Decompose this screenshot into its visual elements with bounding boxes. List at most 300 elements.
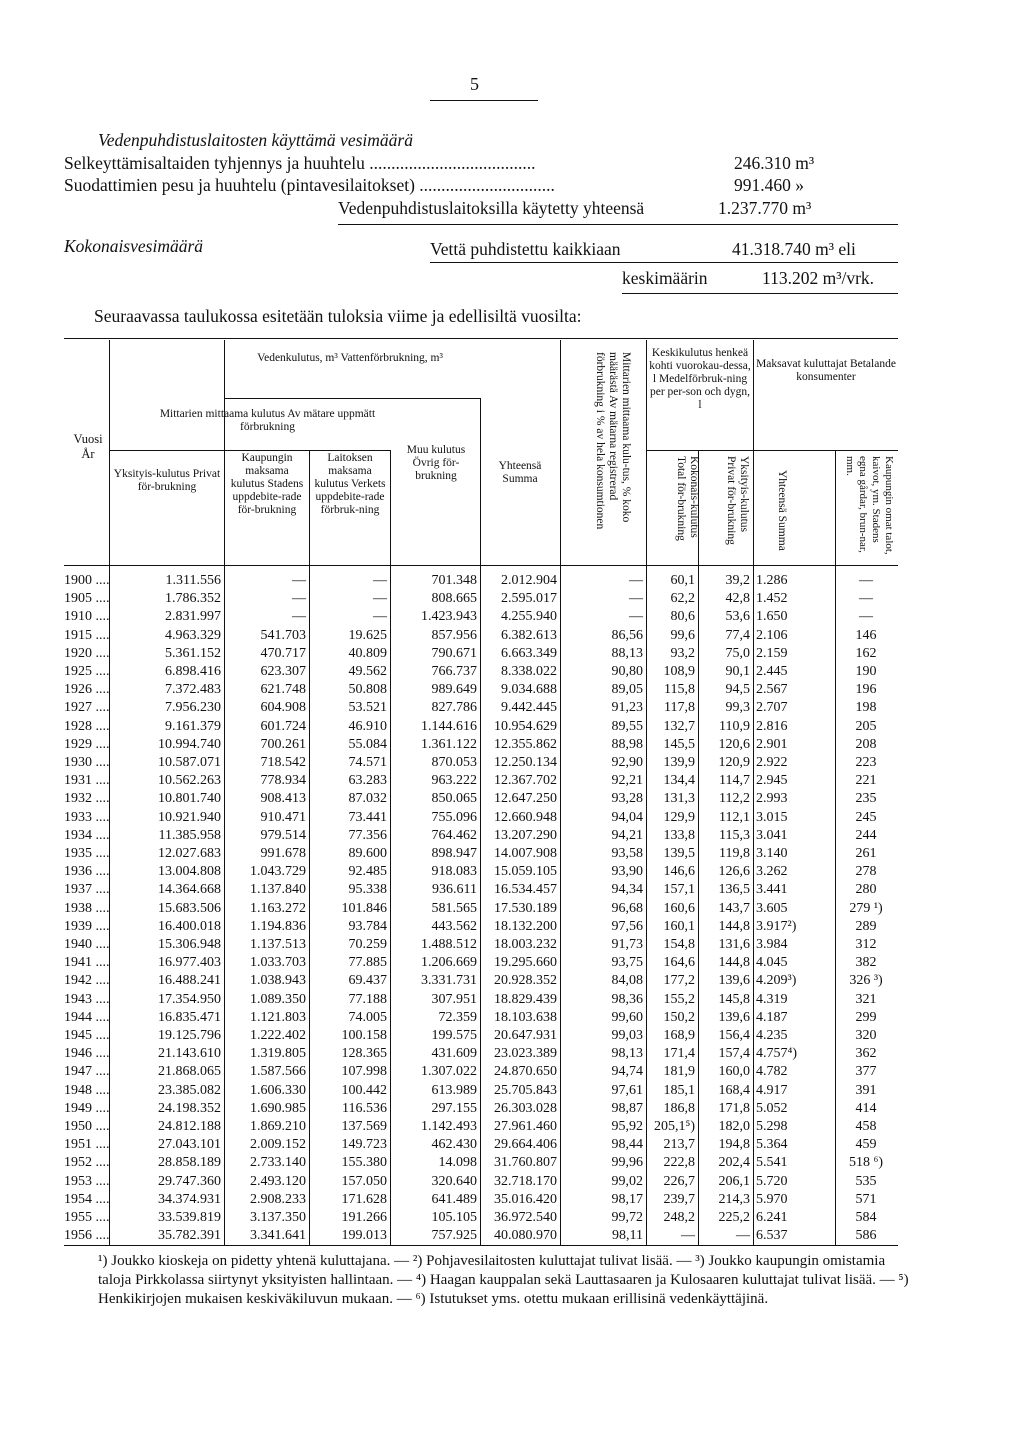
cell-other: 297.155 bbox=[431, 1100, 477, 1116]
cell-avg-private: 139,6 bbox=[718, 973, 750, 989]
cell-year: 1905 .... bbox=[64, 591, 110, 607]
cell-private: 5.361.152 bbox=[165, 645, 221, 661]
cell-works: 74.005 bbox=[348, 1009, 387, 1025]
cell-other: 898.947 bbox=[431, 846, 477, 861]
cell-consumers: 2.993 bbox=[756, 791, 788, 807]
cell-total: 15.059.105 bbox=[494, 864, 557, 880]
cell-avg-private: 131,6 bbox=[718, 937, 750, 952]
cell-city-houses: — bbox=[859, 591, 873, 607]
cell-city: 991.678 bbox=[260, 846, 306, 861]
cell-consumers: 5.541 bbox=[756, 1155, 788, 1171]
cell-avg-total: 115,8 bbox=[664, 682, 695, 698]
cell-consumers: 5.720 bbox=[756, 1173, 788, 1189]
cell-total: 14.007.908 bbox=[494, 846, 557, 861]
cell-avg-private: 194,8 bbox=[718, 1137, 750, 1153]
cell-year: 1925 .... bbox=[64, 664, 110, 679]
cell-private: 16.835.471 bbox=[158, 1009, 221, 1025]
cell-year: 1948 .... bbox=[64, 1082, 110, 1098]
cell-year: 1947 .... bbox=[64, 1064, 110, 1080]
cell-works: 77.885 bbox=[348, 955, 387, 971]
cell-city: 1.222.402 bbox=[250, 1028, 306, 1043]
cell-total: 9.442.445 bbox=[501, 700, 557, 716]
line5-value: 113.202 m³/vrk. bbox=[762, 268, 875, 288]
cell-metered-pct: 99,60 bbox=[611, 1009, 643, 1025]
cell-private: 10.994.740 bbox=[158, 736, 221, 752]
cell-private: 12.027.683 bbox=[158, 846, 221, 861]
line3-value: 1.237.770 m³ bbox=[718, 198, 812, 218]
cell-total: 12.250.134 bbox=[494, 755, 557, 770]
cell-works: 74.571 bbox=[348, 755, 387, 770]
cell-metered-pct: 99,96 bbox=[611, 1155, 643, 1171]
cell-city-houses: 261 bbox=[855, 846, 877, 861]
cell-city: 1.606.330 bbox=[250, 1082, 306, 1098]
cell-city-houses: 458 bbox=[855, 1119, 877, 1134]
cell-city-houses: 279 ¹) bbox=[849, 900, 883, 916]
cell-city-houses: 459 bbox=[855, 1137, 877, 1153]
cell-total: 23.023.389 bbox=[494, 1046, 557, 1062]
cell-works: 137.569 bbox=[341, 1119, 387, 1134]
cell-works: 95.338 bbox=[348, 882, 387, 898]
cell-consumers: 4.209³) bbox=[756, 973, 797, 989]
header-city-houses: Kaupungin omat talot, kaivot, ym. Stadens egna gårdar, brun-nar, mm. bbox=[844, 456, 895, 555]
cell-city-houses: 377 bbox=[855, 1064, 877, 1080]
cell-other: 72.359 bbox=[438, 1009, 477, 1025]
cell-city: 541.703 bbox=[260, 627, 306, 643]
line1-label: Selkeyttämisaltaiden tyhjennys ja huuhtelu ...................................... bbox=[64, 153, 536, 173]
cell-avg-private: 144,8 bbox=[718, 955, 750, 971]
cell-avg-private: 39,2 bbox=[725, 573, 750, 588]
cell-avg-private: 90,1 bbox=[725, 664, 750, 679]
cell-city-houses: 382 bbox=[855, 955, 877, 971]
cell-metered-pct: 95,92 bbox=[611, 1119, 643, 1134]
cell-city: — bbox=[292, 609, 306, 625]
cell-consumers: 2.567 bbox=[756, 682, 788, 698]
cell-other: 757.925 bbox=[431, 1228, 477, 1244]
cell-total: 18.103.638 bbox=[494, 1009, 557, 1025]
cell-metered-pct: 89,05 bbox=[611, 682, 643, 698]
cell-works: — bbox=[373, 591, 387, 607]
cell-private: 10.587.071 bbox=[158, 755, 221, 770]
cell-avg-private: 94,5 bbox=[725, 682, 750, 698]
cell-metered-pct: 98,11 bbox=[612, 1228, 643, 1244]
cell-total: 12.647.250 bbox=[494, 791, 557, 807]
cell-consumers: 2.922 bbox=[756, 755, 788, 770]
cell-consumers: 2.901 bbox=[756, 736, 788, 752]
heading-treatment-water: Vedenpuhdistuslaitosten käyttämä vesimäärä bbox=[98, 130, 413, 150]
cell-metered-pct: 98,87 bbox=[611, 1100, 643, 1116]
cell-avg-private: 202,4 bbox=[718, 1155, 750, 1171]
cell-consumers: 5.052 bbox=[756, 1100, 788, 1116]
cell-metered-pct: 97,61 bbox=[611, 1082, 643, 1098]
cell-avg-total: 108,9 bbox=[663, 664, 695, 679]
cell-metered-pct: 92,21 bbox=[611, 773, 643, 789]
cell-private: 21.868.065 bbox=[158, 1064, 221, 1080]
header-private: Yksityis-kulutus Privat för-brukning bbox=[113, 468, 221, 493]
cell-metered-pct: — bbox=[629, 591, 643, 607]
cell-city: 700.261 bbox=[260, 736, 306, 752]
cell-city: — bbox=[292, 591, 306, 607]
cell-avg-private: 99,3 bbox=[725, 700, 750, 716]
cell-city-houses: 196 bbox=[855, 682, 877, 698]
cell-city-houses: 235 bbox=[855, 791, 877, 807]
cell-private: 13.004.808 bbox=[158, 864, 221, 880]
cell-year: 1910 .... bbox=[64, 609, 110, 625]
cell-city-houses: 414 bbox=[855, 1100, 877, 1116]
cell-avg-private: 168,4 bbox=[718, 1082, 750, 1098]
cell-year: 1949 .... bbox=[64, 1100, 110, 1116]
cell-metered-pct: 98,36 bbox=[611, 991, 643, 1007]
cell-total: 16.534.457 bbox=[494, 882, 557, 898]
cell-consumers: 4.045 bbox=[756, 955, 788, 971]
cell-city: 910.471 bbox=[260, 809, 306, 825]
cell-private: 24.198.352 bbox=[158, 1100, 221, 1116]
cell-avg-private: 53,6 bbox=[725, 609, 750, 625]
cell-private: 17.354.950 bbox=[158, 991, 221, 1007]
cell-other: 1.361.122 bbox=[421, 736, 477, 752]
cell-works: 100.442 bbox=[341, 1082, 387, 1098]
cell-year: 1942 .... bbox=[64, 973, 110, 989]
cell-avg-total: 226,7 bbox=[663, 1173, 695, 1189]
cell-private: 27.043.101 bbox=[158, 1137, 221, 1153]
table-top-rule bbox=[64, 338, 898, 339]
cell-year: 1955 .... bbox=[64, 1210, 110, 1225]
cell-city-houses: 280 bbox=[855, 882, 877, 898]
cell-other: 936.611 bbox=[432, 882, 477, 898]
cell-private: 2.831.997 bbox=[165, 609, 221, 625]
cell-city-houses: — bbox=[859, 609, 873, 625]
cell-year: 1946 .... bbox=[64, 1046, 110, 1062]
cell-city-houses: 584 bbox=[855, 1210, 877, 1225]
cell-avg-private: 75,0 bbox=[725, 645, 750, 661]
cell-year: 1934 .... bbox=[64, 827, 110, 843]
cell-city: 2.009.152 bbox=[250, 1137, 306, 1153]
cell-private: 7.372.483 bbox=[165, 682, 221, 698]
cell-other: 3.331.731 bbox=[421, 973, 477, 989]
cell-metered-pct: 86,56 bbox=[611, 627, 643, 643]
cell-total: 36.972.540 bbox=[494, 1210, 557, 1225]
cell-avg-total: 117,8 bbox=[664, 700, 695, 716]
cell-consumers: 2.707 bbox=[756, 700, 788, 716]
line4-value: 41.318.740 m³ eli bbox=[732, 239, 856, 259]
cell-year: 1927 .... bbox=[64, 700, 110, 716]
cell-consumers: 4.187 bbox=[756, 1009, 788, 1025]
cell-avg-private: 114,7 bbox=[719, 773, 750, 789]
cell-total: 8.338.022 bbox=[501, 664, 557, 679]
cell-avg-private: 156,4 bbox=[718, 1028, 750, 1043]
cell-consumers: 2.945 bbox=[756, 773, 788, 789]
cell-avg-total: 133,8 bbox=[663, 827, 695, 843]
cell-avg-private: 120,6 bbox=[718, 736, 750, 752]
cell-consumers: 4.319 bbox=[756, 991, 788, 1007]
cell-works: 19.625 bbox=[348, 627, 387, 643]
cell-private: 33.539.819 bbox=[158, 1210, 221, 1225]
cell-city-houses: 299 bbox=[855, 1009, 877, 1025]
cell-works: 100.158 bbox=[341, 1028, 387, 1043]
header-metered: Mittarien mittaama kulutus Av mätare uppmätt förbrukning bbox=[159, 408, 376, 433]
cell-works: 191.266 bbox=[341, 1210, 387, 1225]
cell-avg-private: 136,5 bbox=[718, 882, 750, 898]
header-metered-pct: Mittarien mittaama kulu-tus, % koko määrästä Av mätarna registrerad förbrukning i % av hela konsumtionen bbox=[594, 352, 632, 530]
cell-private: 23.385.082 bbox=[158, 1082, 221, 1098]
cell-city-houses: 586 bbox=[855, 1228, 877, 1244]
cell-other: 790.671 bbox=[431, 645, 477, 661]
header-avg-per-person: Keskikulutus henkeä kohti vuorokau-dessa, l Medelförbruk-ning per per-son och dygn, l bbox=[649, 347, 751, 411]
line1-value: 246.310 m³ bbox=[734, 153, 815, 173]
cell-other: 431.609 bbox=[431, 1046, 477, 1062]
cell-works: — bbox=[373, 573, 387, 588]
cell-year: 1932 .... bbox=[64, 791, 110, 807]
cell-city: 2.493.120 bbox=[250, 1173, 306, 1189]
cell-works: 77.356 bbox=[348, 827, 387, 843]
cell-consumers: 5.970 bbox=[756, 1191, 788, 1207]
cell-city: 908.413 bbox=[260, 791, 306, 807]
cell-consumers: 2.106 bbox=[756, 627, 788, 643]
cell-total: 18.829.439 bbox=[494, 991, 557, 1007]
cell-city-houses: 326 ³) bbox=[849, 973, 883, 989]
line2-label: Suodattimien pesu ja huuhtelu (pintavesilaitokset) ............................... bbox=[64, 175, 555, 195]
cell-city: 3.137.350 bbox=[250, 1210, 306, 1225]
cell-total: 4.255.940 bbox=[501, 609, 557, 625]
cell-works: 73.441 bbox=[348, 809, 387, 825]
cell-metered-pct: 94,74 bbox=[611, 1064, 643, 1080]
cell-avg-total: 213,7 bbox=[663, 1137, 695, 1153]
cell-avg-total: 186,8 bbox=[663, 1100, 695, 1116]
cell-city-houses: 162 bbox=[855, 645, 877, 661]
cell-city: 1.587.566 bbox=[250, 1064, 306, 1080]
cell-works: 89.600 bbox=[348, 846, 387, 861]
cell-city-houses: 278 bbox=[855, 864, 877, 880]
cell-works: 46.910 bbox=[348, 718, 387, 734]
cell-city: 1.137.513 bbox=[250, 937, 306, 952]
cell-metered-pct: 98,13 bbox=[611, 1046, 643, 1062]
cell-year: 1936 .... bbox=[64, 864, 110, 880]
cell-other: 989.649 bbox=[431, 682, 477, 698]
cell-other: 857.956 bbox=[431, 627, 477, 643]
cell-city: 2.733.140 bbox=[250, 1155, 306, 1171]
cell-year: 1954 .... bbox=[64, 1191, 110, 1207]
cell-city: 2.908.233 bbox=[250, 1191, 306, 1207]
cell-avg-total: 129,9 bbox=[663, 809, 695, 825]
cell-other: 870.053 bbox=[431, 755, 477, 770]
cell-private: 10.801.740 bbox=[158, 791, 221, 807]
cell-other: 199.575 bbox=[431, 1028, 477, 1043]
cell-total: 6.382.613 bbox=[501, 627, 557, 643]
cell-year: 1929 .... bbox=[64, 736, 110, 752]
cell-private: 21.143.610 bbox=[158, 1046, 221, 1062]
cell-metered-pct: 93,58 bbox=[611, 846, 643, 861]
cell-total: 13.207.290 bbox=[494, 827, 557, 843]
cell-metered-pct: 88,13 bbox=[611, 645, 643, 661]
cell-works: 55.084 bbox=[348, 736, 387, 752]
header-year: Vuosi År bbox=[73, 432, 103, 461]
cell-consumers: 4.917 bbox=[756, 1082, 788, 1098]
cell-city: 1.043.729 bbox=[250, 864, 306, 880]
cell-private: 1.311.556 bbox=[165, 573, 221, 588]
cell-metered-pct: — bbox=[629, 609, 643, 625]
cell-city: 979.514 bbox=[260, 827, 306, 843]
cell-private: 15.683.506 bbox=[158, 900, 221, 916]
cell-private: 16.400.018 bbox=[158, 918, 221, 934]
cell-avg-private: 144,8 bbox=[718, 918, 750, 934]
cell-total: 25.705.843 bbox=[494, 1082, 557, 1098]
cell-works: 101.846 bbox=[341, 900, 387, 916]
line3-label: Vedenpuhdistuslaitoksilla käytetty yhteensä bbox=[338, 198, 645, 218]
cell-total: 26.303.028 bbox=[494, 1100, 557, 1116]
cell-city-houses: 362 bbox=[855, 1046, 877, 1062]
cell-year: 1928 .... bbox=[64, 718, 110, 734]
cell-metered-pct: 91,73 bbox=[611, 937, 643, 952]
cell-other: 764.462 bbox=[431, 827, 477, 843]
cell-city: 621.748 bbox=[260, 682, 306, 698]
cell-avg-total: 160,1 bbox=[663, 918, 695, 934]
cell-private: 24.812.188 bbox=[158, 1119, 221, 1134]
cell-other: 701.348 bbox=[431, 573, 477, 588]
cell-works: 40.809 bbox=[348, 645, 387, 661]
cell-avg-total: 164,6 bbox=[663, 955, 695, 971]
cell-metered-pct: 93,90 bbox=[611, 864, 643, 880]
cell-year: 1938 .... bbox=[64, 900, 110, 916]
cell-consumers: 6.241 bbox=[756, 1210, 788, 1225]
cell-metered-pct: 89,55 bbox=[611, 718, 643, 734]
cell-city: 1.033.703 bbox=[250, 955, 306, 971]
cell-city: 1.869.210 bbox=[250, 1119, 306, 1134]
footnotes: ¹) Joukko kioskeja on pidetty yhtenä kuluttajana. — ²) Pohjavesilaitosten kuluttajat tulivat lisää. — ³) Joukko kaupungin omistamia taloja Pirkkolassa siirtynyt yksityisten hallintaan. — ⁴) Haagan kauppalan sekä Lauttasaaren ja Kulosaaren kuluttajat tulivat lisää. — ⁵) Henkikirjojen mukaisen keskiväkiluvun mukaan. — ⁶) Istutukset yms. otettu mukaan erillisinä vedenkäyttäjinä. bbox=[98, 1253, 909, 1307]
cell-year: 1950 .... bbox=[64, 1119, 110, 1134]
cell-year: 1935 .... bbox=[64, 846, 110, 861]
cell-avg-private: 112,2 bbox=[719, 791, 750, 807]
cell-city-houses: 244 bbox=[855, 827, 877, 843]
cell-other: 105.105 bbox=[431, 1210, 477, 1225]
cell-avg-total: 146,6 bbox=[663, 864, 695, 880]
cell-metered-pct: 99,02 bbox=[611, 1173, 643, 1189]
cell-other: 1.488.512 bbox=[421, 937, 477, 952]
cell-private: 4.963.329 bbox=[165, 627, 221, 643]
cell-avg-private: 143,7 bbox=[718, 900, 750, 916]
cell-consumers: 2.816 bbox=[756, 718, 788, 734]
cell-other: 1.307.022 bbox=[421, 1064, 477, 1080]
cell-metered-pct: 91,23 bbox=[611, 700, 643, 716]
intro-sentence: Seuraavassa taulukossa esitetään tuloksia viime ja edellisiltä vuosilta: bbox=[94, 306, 582, 326]
cell-works: 107.998 bbox=[341, 1064, 387, 1080]
header-city: Kaupungin maksama kulutus Stadens uppdebite-rade för-brukning bbox=[230, 452, 304, 516]
cell-avg-total: 139,9 bbox=[663, 755, 695, 770]
cell-other: 320.640 bbox=[431, 1173, 477, 1189]
cell-city: 623.307 bbox=[260, 664, 306, 679]
cell-other: 613.989 bbox=[431, 1082, 477, 1098]
cell-city-houses: 146 bbox=[855, 627, 877, 643]
cell-total: 29.664.406 bbox=[494, 1137, 557, 1153]
cell-avg-total: 99,6 bbox=[670, 627, 695, 643]
cell-avg-total: 150,2 bbox=[663, 1009, 695, 1025]
cell-works: 50.808 bbox=[348, 682, 387, 698]
cell-metered-pct: 96,68 bbox=[611, 900, 643, 916]
cell-avg-private: 160,0 bbox=[718, 1064, 750, 1080]
cell-other: 850.065 bbox=[431, 791, 477, 807]
cell-avg-total: 132,7 bbox=[663, 718, 695, 734]
cell-avg-private: 225,2 bbox=[718, 1210, 750, 1225]
cell-city-houses: 221 bbox=[855, 773, 877, 789]
cell-city: 3.341.641 bbox=[250, 1228, 306, 1244]
cell-avg-total: 93,2 bbox=[670, 645, 695, 661]
cell-city: 604.908 bbox=[260, 700, 306, 716]
cell-works: 155.380 bbox=[341, 1155, 387, 1171]
cell-works: 53.521 bbox=[348, 700, 387, 716]
cell-avg-total: 222,8 bbox=[663, 1155, 695, 1171]
cell-works: 149.723 bbox=[341, 1137, 387, 1153]
cell-other: 766.737 bbox=[431, 664, 477, 679]
cell-avg-private: 42,8 bbox=[725, 591, 750, 607]
cell-city: 718.542 bbox=[260, 755, 306, 770]
cell-consumers: 1.452 bbox=[756, 591, 788, 607]
line2-value: 991.460 » bbox=[734, 175, 804, 195]
cell-private: 6.898.416 bbox=[165, 664, 221, 679]
cell-avg-private: 120,9 bbox=[718, 755, 750, 770]
cell-year: 1941 .... bbox=[64, 955, 110, 971]
cell-private: 11.385.958 bbox=[158, 827, 221, 843]
cell-total: 24.870.650 bbox=[494, 1064, 557, 1080]
cell-works: 93.784 bbox=[348, 918, 387, 934]
cell-works: 63.283 bbox=[348, 773, 387, 789]
cell-private: 9.161.379 bbox=[165, 718, 221, 734]
page-number: 5 bbox=[470, 74, 479, 94]
cell-year: 1943 .... bbox=[64, 991, 110, 1007]
cell-works: 171.628 bbox=[341, 1191, 387, 1207]
cell-private: 10.921.940 bbox=[158, 809, 221, 825]
cell-city-houses: — bbox=[859, 573, 873, 588]
cell-avg-total: — bbox=[681, 1228, 695, 1244]
page-number-rule bbox=[430, 100, 538, 101]
cell-year: 1933 .... bbox=[64, 809, 110, 825]
cell-works: 69.437 bbox=[348, 973, 387, 989]
cell-city: 1.194.836 bbox=[250, 918, 306, 934]
cell-other: 641.489 bbox=[431, 1191, 477, 1207]
cell-consumers: 4.782 bbox=[756, 1064, 788, 1080]
cell-city-houses: 312 bbox=[855, 937, 877, 952]
cell-avg-private: 77,4 bbox=[725, 627, 750, 643]
cell-metered-pct: 90,80 bbox=[611, 664, 643, 679]
cell-city: 1.319.805 bbox=[250, 1046, 306, 1062]
cell-total: 18.132.200 bbox=[494, 918, 557, 934]
cell-avg-total: 131,3 bbox=[663, 791, 695, 807]
cell-avg-private: 139,6 bbox=[718, 1009, 750, 1025]
cell-avg-total: 80,6 bbox=[670, 609, 695, 625]
sum-rule bbox=[338, 224, 898, 225]
cell-metered-pct: 94,04 bbox=[611, 809, 643, 825]
cell-consumers: 4.757⁴) bbox=[756, 1046, 798, 1062]
heading-total-water: Kokonaisvesimäärä bbox=[64, 236, 204, 256]
cell-total: 12.660.948 bbox=[494, 809, 557, 825]
cell-avg-total: 154,8 bbox=[663, 937, 695, 952]
cell-avg-private: 119,8 bbox=[719, 846, 750, 861]
cell-city: 1.038.943 bbox=[250, 973, 306, 989]
cell-total: 17.530.189 bbox=[494, 900, 557, 916]
cell-private: 7.956.230 bbox=[165, 700, 221, 716]
cell-other: 307.951 bbox=[431, 991, 477, 1007]
cell-total: 35.016.420 bbox=[494, 1191, 557, 1207]
cell-city-houses: 320 bbox=[855, 1028, 877, 1043]
cell-total: 12.367.702 bbox=[494, 773, 557, 789]
cell-consumers: 2.159 bbox=[756, 645, 788, 661]
cell-city: 1.089.350 bbox=[250, 991, 306, 1007]
line4-label: Vettä puhdistettu kaikkiaan bbox=[430, 239, 621, 259]
cell-city: 1.137.840 bbox=[250, 882, 306, 898]
cell-consumers: 5.298 bbox=[756, 1119, 788, 1134]
cell-avg-total: 177,2 bbox=[663, 973, 695, 989]
cell-metered-pct: 98,17 bbox=[611, 1191, 643, 1207]
cell-avg-total: 157,1 bbox=[663, 882, 695, 898]
cell-year: 1926 .... bbox=[64, 682, 110, 698]
cell-city-houses: 321 bbox=[855, 991, 877, 1007]
